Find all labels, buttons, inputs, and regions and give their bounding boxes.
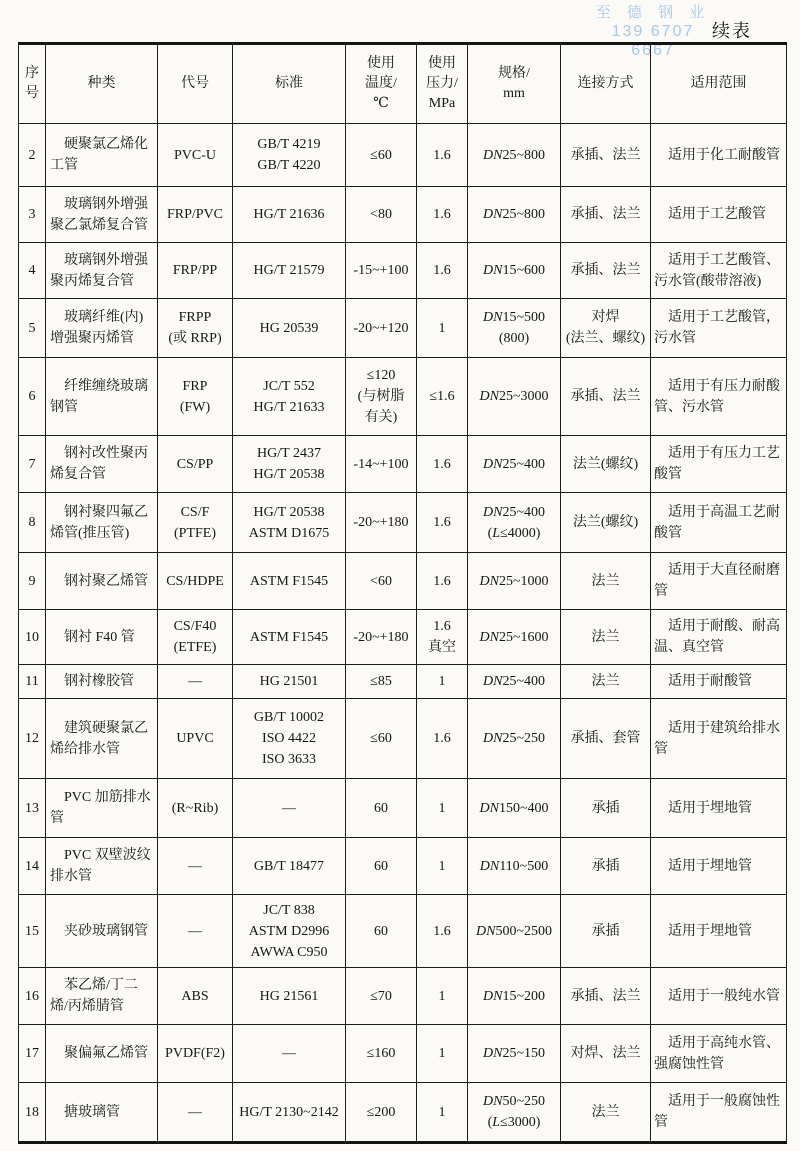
table-row-10	[19, 610, 787, 665]
cell-code: —	[158, 1083, 233, 1143]
cell-kind: PVC 加筋排水管	[46, 779, 158, 838]
cell-standard: HG/T 21636	[233, 187, 346, 243]
cell-pressure: 1	[417, 968, 468, 1025]
cell-standard: HG/T 21579	[233, 243, 346, 299]
cell-connection: 承插、法兰	[561, 358, 651, 436]
cell-connection: 承插	[561, 838, 651, 895]
cell-standard: HG 21561	[233, 968, 346, 1025]
table-row-16	[19, 968, 787, 1025]
table-row-9	[19, 553, 787, 610]
cell-kind: 钢衬改性聚丙烯复合管	[46, 436, 158, 493]
cell-code: FRP/PP	[158, 243, 233, 299]
cell-standard: HG/T 2437 HG/T 20538	[233, 436, 346, 493]
cell-pressure: 1	[417, 1025, 468, 1083]
cell-pressure: 1.6	[417, 493, 468, 553]
cell-temp: 60	[346, 779, 417, 838]
cell-standard: ASTM F1545	[233, 553, 346, 610]
cell-kind: 建筑硬聚氯乙烯给排水管	[46, 699, 158, 779]
cell-kind: 硬聚氯乙烯化工管	[46, 124, 158, 187]
cell-standard: HG/T 2130~2142	[233, 1083, 346, 1143]
cell-kind: 玻璃钢外增强聚丙烯复合管	[46, 243, 158, 299]
cell-no: 3	[19, 187, 46, 243]
table-row-17	[19, 1025, 787, 1083]
cell-connection: 对焊 (法兰、螺纹)	[561, 299, 651, 358]
cell-standard: HG/T 20538 ASTM D1675	[233, 493, 346, 553]
cell-standard: HG 21501	[233, 665, 346, 699]
cell-connection: 承插、法兰	[561, 187, 651, 243]
table-row-4	[19, 243, 787, 299]
table-row-14	[19, 838, 787, 895]
cell-code: FRP (FW)	[158, 358, 233, 436]
cell-connection: 承插、法兰	[561, 968, 651, 1025]
cell-code: PVC-U	[158, 124, 233, 187]
column-header-no: 序 号	[19, 44, 46, 124]
cell-connection: 法兰	[561, 610, 651, 665]
cell-pressure: 1.6	[417, 436, 468, 493]
cell-spec: DN25~1000	[468, 553, 561, 610]
cell-temp: <60	[346, 553, 417, 610]
watermark-phone: 139 6707 6667	[611, 23, 695, 60]
cell-spec: DN150~400	[468, 779, 561, 838]
cell-pressure: 1.6	[417, 187, 468, 243]
cell-kind: 苯乙烯/丁二烯/丙烯腈管	[46, 968, 158, 1025]
cell-temp: ≤85	[346, 665, 417, 699]
cell-standard: JC/T 838 ASTM D2996 AWWA C950	[233, 895, 346, 968]
cell-code: —	[158, 895, 233, 968]
cell-temp: ≤60	[346, 124, 417, 187]
cell-code: —	[158, 838, 233, 895]
cell-no: 8	[19, 493, 46, 553]
cell-connection: 法兰(螺纹)	[561, 436, 651, 493]
cell-code: FRP/PVC	[158, 187, 233, 243]
cell-pressure: 1.6	[417, 243, 468, 299]
cell-code: UPVC	[158, 699, 233, 779]
table-header-row	[19, 44, 787, 124]
cell-kind: 搪玻璃管	[46, 1083, 158, 1143]
table-row-8	[19, 493, 787, 553]
watermark-company: 至 德 钢 业	[595, 4, 711, 21]
cell-no: 7	[19, 436, 46, 493]
cell-code: CS/PP	[158, 436, 233, 493]
cell-spec: DN110~500	[468, 838, 561, 895]
cell-connection: 法兰	[561, 1083, 651, 1143]
cell-kind: 玻璃钢外增强聚乙氯烯复合管	[46, 187, 158, 243]
cell-spec: DN25~400 (L≤4000)	[468, 493, 561, 553]
cell-standard: —	[233, 1025, 346, 1083]
cell-temp: <80	[346, 187, 417, 243]
cell-scope: 适用于工艺酸管，污水管	[651, 299, 787, 358]
cell-connection: 对焊、法兰	[561, 1025, 651, 1083]
cell-spec: DN25~150	[468, 1025, 561, 1083]
cell-scope: 适用于耐酸管	[651, 665, 787, 699]
cell-standard: —	[233, 779, 346, 838]
table-row-6	[19, 358, 787, 436]
cell-pressure: 1.6 真空	[417, 610, 468, 665]
cell-pressure: 1	[417, 299, 468, 358]
column-header-temp: 使用 温度/ ℃	[346, 44, 417, 124]
continued-table-label: 续表	[712, 21, 752, 41]
cell-connection: 承插、套管	[561, 699, 651, 779]
cell-temp: -20~+120	[346, 299, 417, 358]
cell-scope: 适用于有压力耐酸管、污水管	[651, 358, 787, 436]
cell-pressure: 1	[417, 1083, 468, 1143]
cell-code: CS/F (PTFE)	[158, 493, 233, 553]
cell-connection: 承插、法兰	[561, 243, 651, 299]
cell-spec: DN25~250	[468, 699, 561, 779]
cell-scope: 适用于有压力工艺酸管	[651, 436, 787, 493]
cell-temp: -14~+100	[346, 436, 417, 493]
cell-connection: 承插、法兰	[561, 124, 651, 187]
cell-no: 18	[19, 1083, 46, 1143]
cell-pressure: 1.6	[417, 124, 468, 187]
cell-no: 15	[19, 895, 46, 968]
table-row-7	[19, 436, 787, 493]
column-header-connection: 连接方式	[561, 44, 651, 124]
cell-temp: -15~+100	[346, 243, 417, 299]
cell-scope: 适用于一般纯水管	[651, 968, 787, 1025]
cell-no: 9	[19, 553, 46, 610]
cell-temp: ≤160	[346, 1025, 417, 1083]
cell-kind: 聚偏氟乙烯管	[46, 1025, 158, 1083]
cell-scope: 适用于高温工艺耐酸管	[651, 493, 787, 553]
cell-no: 6	[19, 358, 46, 436]
cell-spec: DN25~400	[468, 665, 561, 699]
cell-standard: GB/T 4219 GB/T 4220	[233, 124, 346, 187]
column-header-code: 代号	[158, 44, 233, 124]
cell-scope: 适用于工艺酸管	[651, 187, 787, 243]
cell-spec: DN25~800	[468, 124, 561, 187]
cell-no: 4	[19, 243, 46, 299]
cell-kind: 纤维缠绕玻璃钢管	[46, 358, 158, 436]
cell-standard: GB/T 18477	[233, 838, 346, 895]
cell-pressure: 1	[417, 779, 468, 838]
cell-spec: DN15~200	[468, 968, 561, 1025]
cell-temp: ≤60	[346, 699, 417, 779]
cell-scope: 适用于高纯水管、强腐蚀性管	[651, 1025, 787, 1083]
cell-spec: DN25~1600	[468, 610, 561, 665]
cell-scope: 适用于耐酸、耐高温、真空管	[651, 610, 787, 665]
table-row-18	[19, 1083, 787, 1143]
table-row-3	[19, 187, 787, 243]
cell-temp: ≤200	[346, 1083, 417, 1143]
cell-code: —	[158, 665, 233, 699]
cell-standard: GB/T 10002 ISO 4422 ISO 3633	[233, 699, 346, 779]
cell-scope: 适用于埋地管	[651, 779, 787, 838]
pipe-spec-table	[18, 42, 787, 1144]
table-row-2	[19, 124, 787, 187]
cell-temp: ≤70	[346, 968, 417, 1025]
cell-temp: 60	[346, 895, 417, 968]
cell-kind: 玻璃纤维(内)增强聚丙烯管	[46, 299, 158, 358]
column-header-scope: 适用范围	[651, 44, 787, 124]
cell-code: (R~Rib)	[158, 779, 233, 838]
cell-no: 12	[19, 699, 46, 779]
column-header-kind: 种类	[46, 44, 158, 124]
cell-connection: 承插	[561, 895, 651, 968]
cell-scope: 适用于埋地管	[651, 895, 787, 968]
cell-spec: DN25~800	[468, 187, 561, 243]
cell-pressure: 1.6	[417, 553, 468, 610]
cell-kind: 夹砂玻璃钢管	[46, 895, 158, 968]
cell-pressure: 1	[417, 838, 468, 895]
cell-no: 13	[19, 779, 46, 838]
column-header-spec: 规格/ mm	[468, 44, 561, 124]
cell-spec: DN500~2500	[468, 895, 561, 968]
cell-no: 16	[19, 968, 46, 1025]
table-row-12	[19, 699, 787, 779]
cell-connection: 法兰	[561, 665, 651, 699]
cell-scope: 适用于一般腐蚀性管	[651, 1083, 787, 1143]
cell-kind: 钢衬聚乙烯管	[46, 553, 158, 610]
cell-no: 5	[19, 299, 46, 358]
cell-code: CS/HDPE	[158, 553, 233, 610]
cell-no: 14	[19, 838, 46, 895]
cell-kind: PVC 双壁波纹排水管	[46, 838, 158, 895]
cell-connection: 承插	[561, 779, 651, 838]
cell-scope: 适用于大直径耐磨管	[651, 553, 787, 610]
table-row-5	[19, 299, 787, 358]
table-row-15	[19, 895, 787, 968]
cell-no: 11	[19, 665, 46, 699]
cell-no: 10	[19, 610, 46, 665]
cell-scope: 适用于化工耐酸管	[651, 124, 787, 187]
cell-code: FRPP (或 RRP)	[158, 299, 233, 358]
cell-connection: 法兰(螺纹)	[561, 493, 651, 553]
cell-spec: DN15~600	[468, 243, 561, 299]
cell-pressure: ≤1.6	[417, 358, 468, 436]
cell-no: 17	[19, 1025, 46, 1083]
cell-standard: ASTM F1545	[233, 610, 346, 665]
cell-temp: -20~+180	[346, 610, 417, 665]
cell-spec: DN25~3000	[468, 358, 561, 436]
cell-scope: 适用于建筑给排水管	[651, 699, 787, 779]
cell-code: PVDF(F2)	[158, 1025, 233, 1083]
cell-kind: 钢衬橡胶管	[46, 665, 158, 699]
cell-spec: DN15~500 (800)	[468, 299, 561, 358]
cell-standard: JC/T 552 HG/T 21633	[233, 358, 346, 436]
cell-kind: 钢衬聚四氟乙烯管(推压管)	[46, 493, 158, 553]
cell-scope: 适用于工艺酸管、污水管(酸带溶液)	[651, 243, 787, 299]
cell-code: ABS	[158, 968, 233, 1025]
cell-standard: HG 20539	[233, 299, 346, 358]
table-row-13	[19, 779, 787, 838]
column-header-pressure: 使用 压力/ MPa	[417, 44, 468, 124]
cell-pressure: 1.6	[417, 699, 468, 779]
cell-scope: 适用于埋地管	[651, 838, 787, 895]
cell-pressure: 1.6	[417, 895, 468, 968]
cell-temp: 60	[346, 838, 417, 895]
column-header-standard: 标准	[233, 44, 346, 124]
cell-spec: DN25~400	[468, 436, 561, 493]
cell-kind: 钢衬 F40 管	[46, 610, 158, 665]
cell-pressure: 1	[417, 665, 468, 699]
cell-connection: 法兰	[561, 553, 651, 610]
cell-spec: DN50~250 (L≤3000)	[468, 1083, 561, 1143]
cell-temp: -20~+180	[346, 493, 417, 553]
cell-temp: ≤120 (与树脂 有关)	[346, 358, 417, 436]
cell-no: 2	[19, 124, 46, 187]
cell-code: CS/F40 (ETFE)	[158, 610, 233, 665]
table-row-11	[19, 665, 787, 699]
